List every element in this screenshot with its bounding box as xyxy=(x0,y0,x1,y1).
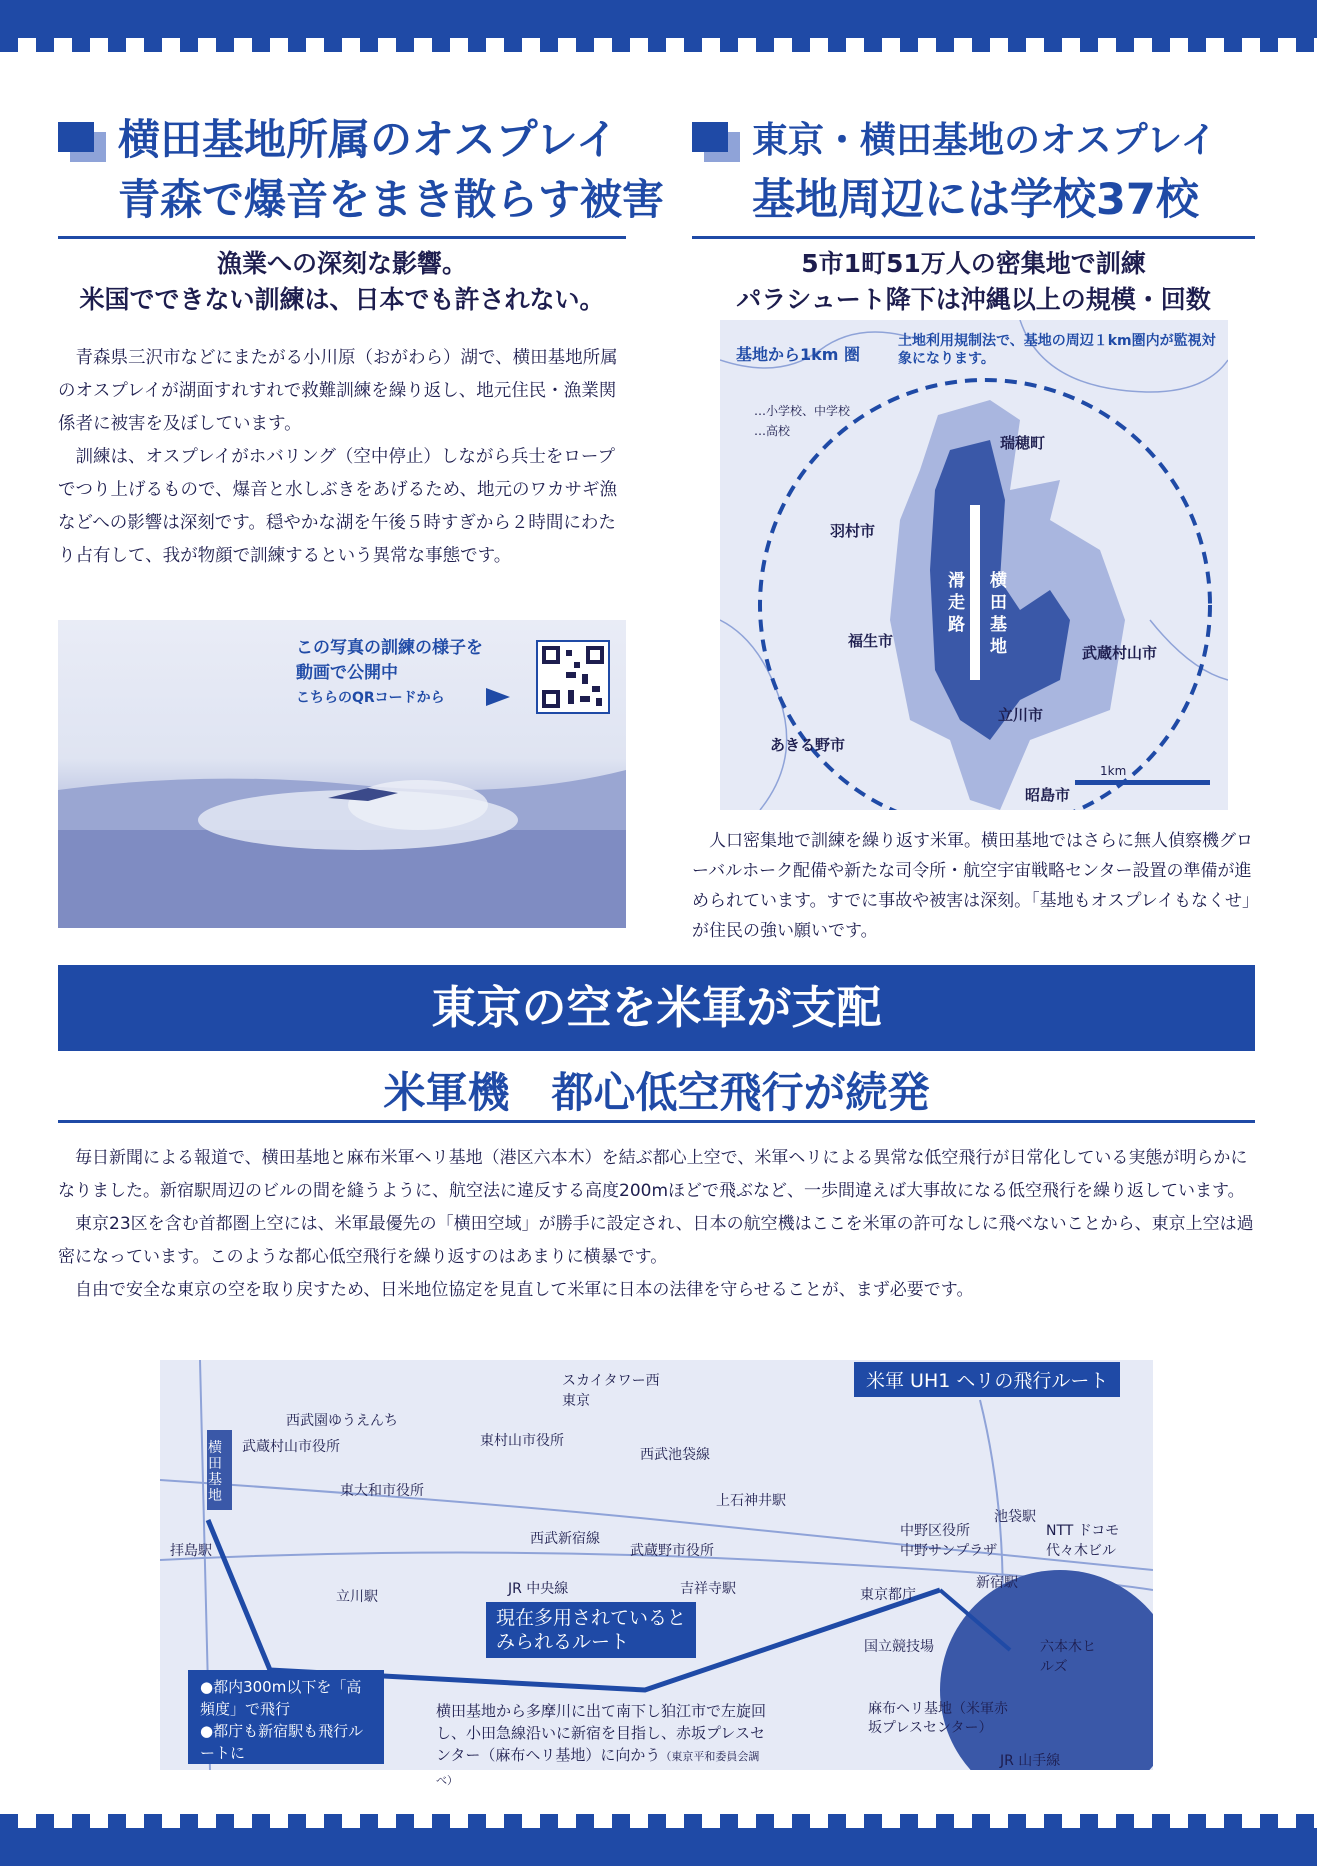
photo-caption-line1: この写真の訓練の様子を xyxy=(296,638,483,658)
banner-title: 東京の空を米軍が支配 xyxy=(58,965,1255,1051)
bottom-body xyxy=(58,1142,1255,1307)
label-national-stadium: 国立競技場 xyxy=(864,1639,934,1655)
bottom-border-pattern xyxy=(0,1814,1317,1828)
base-label: 横田基地 xyxy=(990,571,1007,657)
label-azabu-heliport: 麻布ヘリ基地（米軍赤坂プレスセンター） xyxy=(868,1701,1008,1736)
map-note: 土地利用規制法で、基地の周辺１km圏内が監視対象になります。 xyxy=(898,333,1216,367)
route-desc-text: 横田基地から多摩川に出て南下し狛江市で左旋回し、小田急線沿いに新宿を目指し、赤坂プレスセンター（麻布ヘリ基地）に向かう xyxy=(436,1702,767,1764)
label-kichijoji: 吉祥寺駅 xyxy=(680,1581,736,1597)
photo-caption-line3: こちらのQRコードから xyxy=(296,690,445,706)
right-body xyxy=(692,826,1255,946)
label-musashino-office: 武蔵野市役所 xyxy=(630,1543,714,1559)
label-nakano-office: 中野区役所 xyxy=(900,1523,970,1539)
bottom-para2: 東京23区を含む首都圏上空には、米軍最優先の「横田空域」が勝手に設定され、日本の航空機はここを米軍の許可なしに飛べないことから、東京上空は過密になっています。このような都心低空飛行を繰り返すのはあまりに横暴です。 xyxy=(58,1214,1254,1267)
label-seibu-ikebukuro-line: 西武池袋線 xyxy=(640,1447,710,1463)
route-label-line1: 現在多用されていると xyxy=(496,1607,687,1629)
left-para2: 訓練は、オスプレイがホバリング（空中停止）しながら兵士をロープでつり上げるもので、爆音と水しぶきをあげるため、地元のワカサギ漁などへの影響は深刻です。穏やかな湖を午後５時すぎから２時間にわたり占有して、我が物顔で訓練するという異常な事態です。 xyxy=(58,447,617,566)
route-source: （東京平和委員会調べ） xyxy=(436,1750,760,1787)
label-jr-chuo: JR 中央線 xyxy=(508,1581,569,1597)
heading-square-icon xyxy=(692,122,728,152)
heading-square-icon xyxy=(58,122,94,152)
right-para: 人口密集地で訓練を繰り返す米軍。横田基地ではさらに無人偵察機グローバルホーク配備や新たな司令所・航空宇宙戦略センター設置の準備が進められています。すでに事故や被害は深刻。「基地もオスプレイもなくせ」が住民の強い願いです。 xyxy=(692,831,1253,941)
city-akishima: 昭島市 xyxy=(1025,786,1071,804)
scale-label: 1km xyxy=(1100,764,1127,778)
bullet-1: ●都内300m以下を「高頻度」で飛行 xyxy=(200,1678,362,1718)
label-higashimurayama-office: 東村山市役所 xyxy=(480,1433,564,1449)
label-yokota-base: 横田基地 xyxy=(208,1440,222,1504)
left-title-rule xyxy=(58,236,626,239)
left-subtitle-line2: 米国でできない訓練は、日本でも許されない。 xyxy=(79,285,605,314)
left-body xyxy=(58,342,626,573)
right-title-line2: 基地周辺には学校37校 xyxy=(752,175,1199,225)
label-tocho: 東京都庁 xyxy=(860,1587,916,1603)
bottom-title-rule xyxy=(58,1120,1255,1123)
bottom-para1: 毎日新聞による報道で、横田基地と麻布米軍ヘリ基地（港区六本木）を結ぶ都心上空で、米軍ヘリによる異常な低空飛行が日常化している実態が明らかになりました。新宿駅周辺のビルの間を縫うように、航空法に違反する高度200mほどで飛ぶなど、一歩間違えば大事故になる低空飛行を繰り返しています。 xyxy=(58,1148,1248,1201)
route-map-title: 米軍 UH1 ヘリの飛行ルート xyxy=(854,1362,1120,1397)
label-seibuen: 西武園ゆうえんち xyxy=(286,1413,398,1429)
top-band xyxy=(0,0,1317,38)
label-haijima: 拝島駅 xyxy=(170,1543,212,1559)
route-label-line2: みられるルート xyxy=(496,1631,630,1653)
route-label xyxy=(486,1602,696,1658)
yokota-base-map xyxy=(720,320,1228,810)
label-ikebukuro: 池袋駅 xyxy=(994,1509,1036,1525)
city-fussa: 福生市 xyxy=(848,632,894,650)
label-tachikawa: 立川駅 xyxy=(336,1589,378,1605)
top-border-pattern xyxy=(0,38,1317,52)
label-higashiyamato-office: 東大和市役所 xyxy=(340,1483,424,1499)
helicopter-route-map xyxy=(160,1360,1153,1787)
city-akiruno: あきる野市 xyxy=(770,736,846,754)
right-subtitle-line1: 5市1町51万人の密集地で訓練 xyxy=(801,249,1146,278)
label-skytower: スカイタワー西東京 xyxy=(562,1373,660,1409)
route-callout xyxy=(188,1670,384,1764)
city-hamura: 羽村市 xyxy=(830,522,876,540)
label-musashimurayama-office: 武蔵村山市役所 xyxy=(242,1439,340,1455)
label-roppongi-hills: 六本木ヒルズ xyxy=(1040,1639,1096,1675)
arrow-right-icon xyxy=(486,688,510,706)
qr-code[interactable] xyxy=(536,640,610,714)
right-title-line1: 東京・横田基地のオスプレイ xyxy=(752,120,1217,161)
map-radius-label: 基地から1km 圏 xyxy=(736,345,861,364)
bottom-band xyxy=(0,1828,1317,1866)
right-subtitle-line2: パラシュート降下は沖縄以上の規模・回数 xyxy=(736,285,1211,314)
city-musashimurayama: 武蔵村山市 xyxy=(1082,644,1158,662)
left-title-line1: 横田基地所属のオスプレイ xyxy=(118,115,618,164)
label-docomo: NTT ドコモ代々木ビル xyxy=(1046,1523,1120,1559)
city-mizuho: 瑞穂町 xyxy=(1000,434,1046,452)
left-para1: 青森県三沢市などにまたがる小川原（おがわら）湖で、横田基地所属のオスプレイが湖面すれすれで救難訓練を繰り返し、地元住民・漁業関係者に被害を及ぼしています。 xyxy=(58,348,618,434)
label-jr-yamanote: JR 山手線 xyxy=(1000,1753,1061,1769)
city-tachikawa: 立川市 xyxy=(998,706,1044,724)
right-title-rule xyxy=(692,236,1255,239)
left-subtitle-line1: 漁業への深刻な影響。 xyxy=(216,249,467,278)
label-nakano-sunplaza: 中野サンプラザ xyxy=(900,1543,998,1559)
legend-elementary: …小学校、中学校 xyxy=(754,404,851,418)
route-description xyxy=(436,1700,766,1792)
bullet-2: ●都庁も新宿駅も飛行ルートに xyxy=(200,1722,364,1762)
osprey-photo xyxy=(58,620,626,928)
label-shinjuku: 新宿駅 xyxy=(976,1575,1018,1591)
left-title-line2: 青森で爆音をまき散らす被害 xyxy=(118,175,665,224)
legend-high-school: …高校 xyxy=(754,424,791,438)
runway-label: 滑走路 xyxy=(948,571,965,635)
bottom-para3: 自由で安全な東京の空を取り戻すため、日米地位協定を見直して米軍に日本の法律を守らせることが、まず必要です。 xyxy=(75,1280,974,1300)
photo-caption-line2: 動画で公開中 xyxy=(296,663,398,683)
label-kamishakujii: 上石神井駅 xyxy=(716,1493,786,1509)
bottom-title: 米軍機 都心低空飛行が続発 xyxy=(383,1068,930,1117)
label-seibu-shinjuku-line: 西武新宿線 xyxy=(530,1531,600,1547)
